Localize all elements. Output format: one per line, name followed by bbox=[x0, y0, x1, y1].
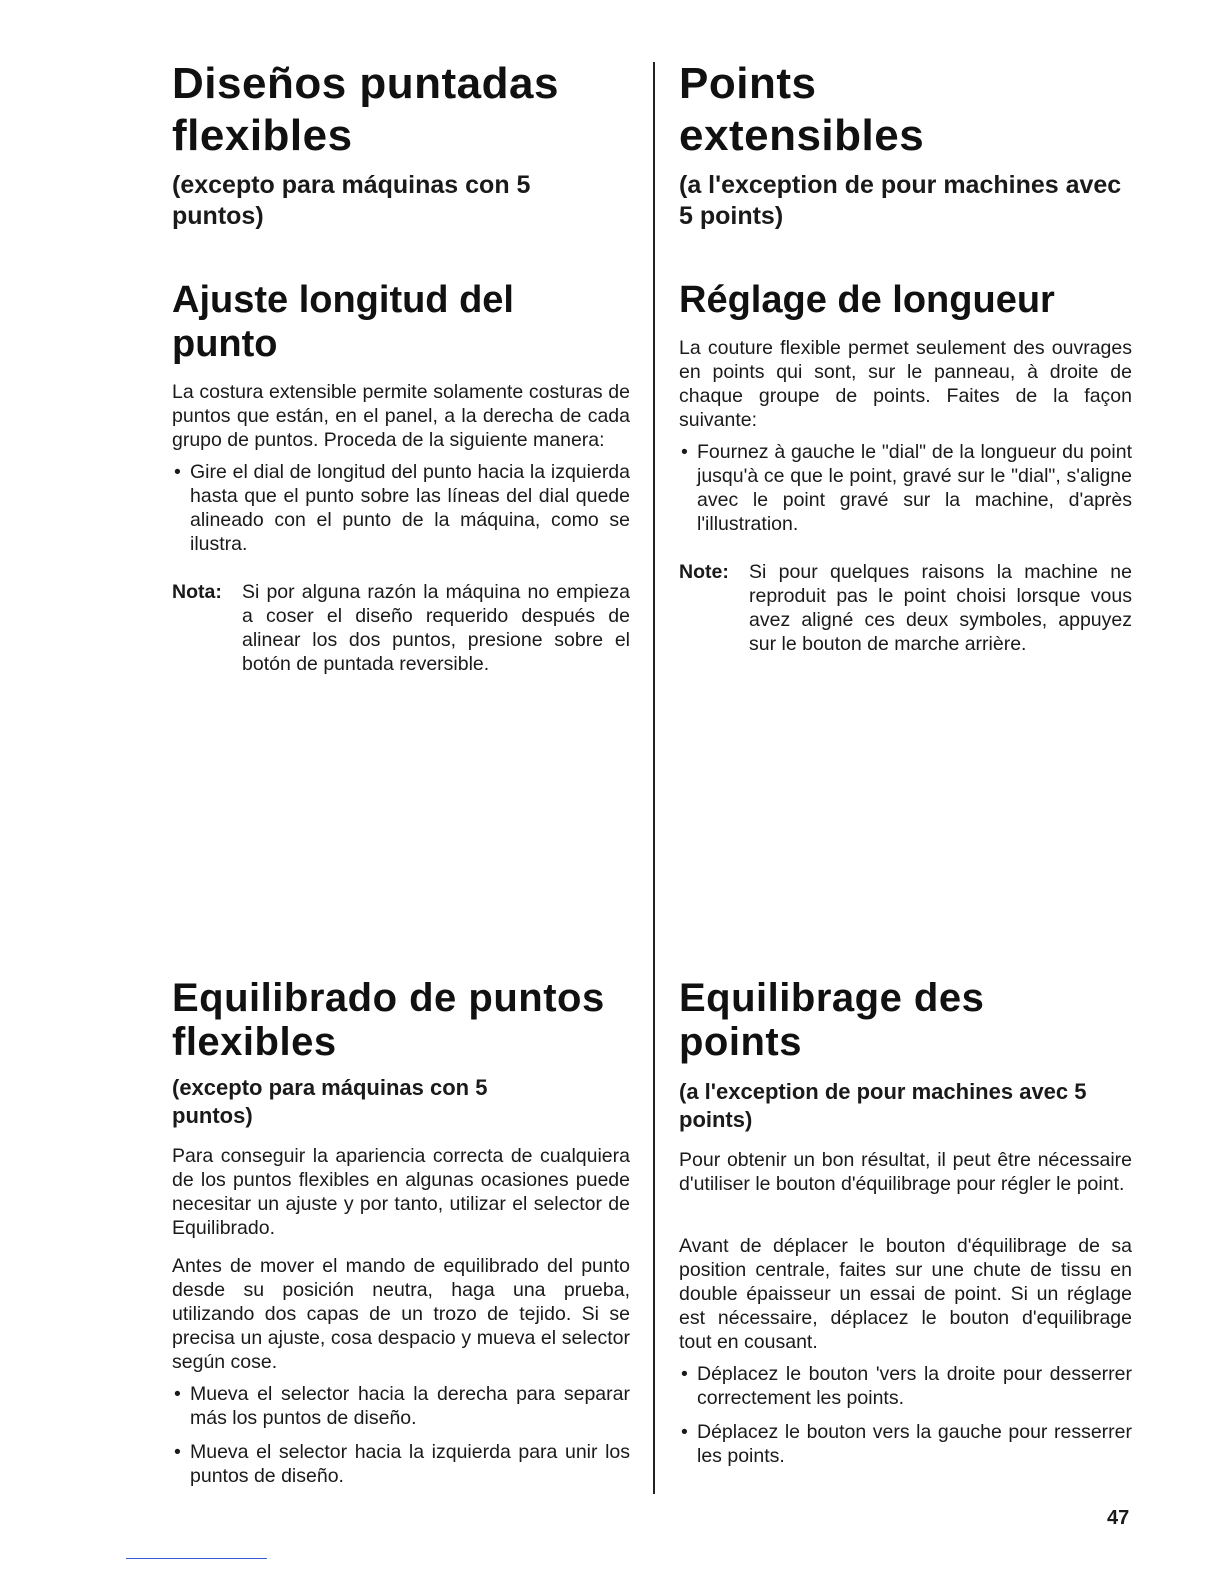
balance-paragraph-1-es: Para conseguir la apariencia correcta de cualquiera de los puntos flexibles en algunas ocasiones puede necesitar un ajuste y por tanto, utilizar el selector de Equilibrado. bbox=[172, 1145, 630, 1239]
subtitle-es: (excepto para máquinas con 5 puntos) bbox=[172, 171, 531, 230]
list-item: • Gire el dial de longitud del punto hacia la izquierda hasta que el punto sobre las líneas del dial quede alineado con el punto de la máquina, como se ilustra. bbox=[172, 460, 630, 556]
note-es bbox=[172, 580, 630, 676]
list-item: • Déplacez le bouton 'vers la droite pour desserrer correctement les points. bbox=[679, 1362, 1132, 1410]
french-header bbox=[679, 58, 1132, 232]
spanish-header bbox=[172, 58, 630, 232]
page-title-fr: Points extensibles bbox=[679, 59, 925, 160]
column-divider bbox=[653, 62, 655, 1494]
intro-paragraph-fr: La couture flexible permet seulement des ouvrages en points qui sont, sur le panneau, à droite de chaque groupe de points. Faites de la façon suivante: bbox=[679, 337, 1132, 431]
section-stitch-length-es bbox=[172, 278, 630, 676]
list-item: • Mueva el selector hacia la izquierda para unir los puntos de diseño. bbox=[172, 1440, 630, 1488]
note-text: Si pour quelques raisons la machine ne reproduit pas le point choisi lorsque vous avez aligné ces deux symboles, appuyez sur le bouton de marche arrière. bbox=[749, 561, 1132, 655]
list-item: • Fournez à gauche le "dial" de la longueur du point jusqu'à ce que le point, gravé sur le "dial", s'aligne avec le point gravé sur la machine, d'après l'illustration. bbox=[679, 440, 1132, 536]
subtitle-fr: (a l'exception de pour machines avec 5 points) bbox=[679, 171, 1122, 230]
section2-subtitle-fr: (a l'exception de pour machines avec 5 points) bbox=[679, 1079, 1087, 1132]
page-title-es: Diseños puntadas flexibles bbox=[172, 59, 559, 160]
section2-heading-es: Equilibrado de puntos flexibles bbox=[172, 976, 605, 1064]
list-item: • Mueva el selector hacia la derecha para separar más los puntos de diseño. bbox=[172, 1382, 630, 1430]
balance-paragraph-1-fr: Pour obtenir un bon résultat, il peut être nécessaire d'utiliser le bouton d'équilibrage pour régler le point. bbox=[679, 1149, 1132, 1195]
bullet-list-fr bbox=[679, 440, 1132, 536]
footer-rule bbox=[126, 1558, 267, 1559]
section2-heading-fr: Equilibrage des points bbox=[679, 976, 985, 1064]
balance-paragraph-2-es: Antes de mover el mando de equilibrado del punto desde su posición neutra, haga una prueba, utilizando dos capas de un trozo de tejido. Si se precisa un ajuste, cosa despacio y mueva el selector según cose. bbox=[172, 1255, 630, 1373]
intro-paragraph-es: La costura extensible permite solamente costuras de puntos que están, en el panel, a la derecha de cada grupo de puntos. Proceda de la siguiente manera: bbox=[172, 381, 630, 451]
section-stitch-length-fr bbox=[679, 278, 1132, 656]
section-heading-fr: Réglage de longueur bbox=[679, 279, 1055, 321]
section-balance-fr bbox=[679, 976, 1132, 1478]
note-fr bbox=[679, 560, 1132, 656]
balance-paragraph-2-fr: Avant de déplacer le bouton d'équilibrage de sa position centrale, faites sur une chute de tissu en double épaisseur un essai de point. Si un réglage est nécessaire, déplacez le bouton d'equilibrage tout en cousant. bbox=[679, 1235, 1132, 1353]
page-number: 47 bbox=[1107, 1507, 1130, 1529]
section2-subtitle-es: (excepto para máquinas con 5 puntos) bbox=[172, 1075, 488, 1128]
note-text: Si por alguna razón la máquina no empieza a coser el diseño requerido después de alinear los dos puntos, presione sobre el botón de puntada reversible. bbox=[242, 581, 630, 675]
note-label: Note: bbox=[679, 561, 729, 583]
section-heading-es: Ajuste longitud del punto bbox=[172, 279, 514, 365]
list-item: • Déplacez le bouton vers la gauche pour resserrer les points. bbox=[679, 1420, 1132, 1468]
balance-bullets-es bbox=[172, 1382, 630, 1488]
bullet-list-es bbox=[172, 460, 630, 556]
note-label: Nota: bbox=[172, 581, 222, 603]
section-balance-es bbox=[172, 976, 630, 1498]
balance-bullets-fr bbox=[679, 1362, 1132, 1468]
